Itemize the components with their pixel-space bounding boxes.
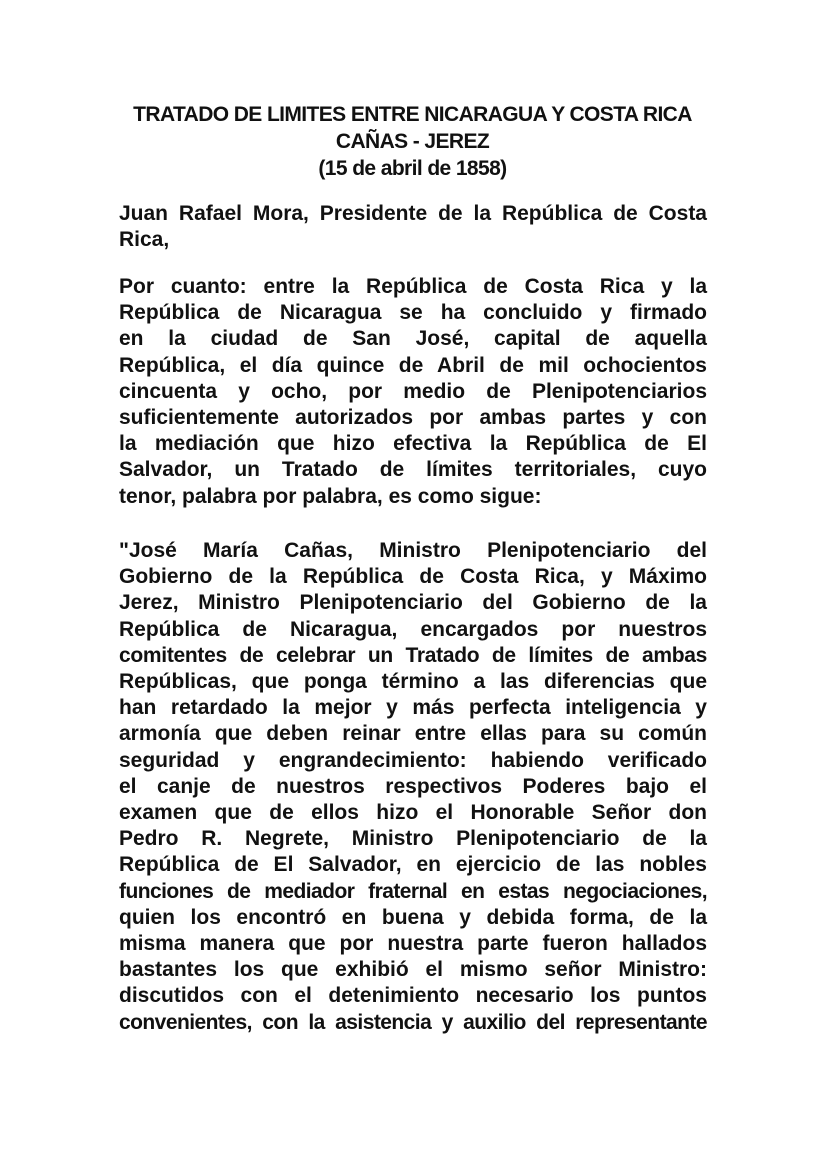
text-line: República de Nicaragua, encargados por nuestros	[119, 617, 707, 641]
text-line: cincuenta y ocho, por medio de Plenipotenciarios	[119, 379, 707, 403]
text-line: funciones de mediador fraternal en estas negociaciones,	[119, 879, 707, 903]
text-line: armonía que deben reinar entre ellas para su común	[119, 722, 707, 746]
text-line: la mediación que hizo efectiva la República de El	[119, 432, 707, 456]
text-line: quien los encontró en buena y debida forma, de la	[119, 905, 707, 929]
text-line: han retardado la mejor y más perfecta inteligencia y	[119, 696, 707, 720]
text-line: "José María Cañas, Ministro Plenipotenciario del	[119, 539, 707, 562]
paragraph-president	[119, 201, 707, 253]
title-line-2: CAÑAS - JEREZ	[335, 130, 490, 153]
text-line: discutidos con el detenimiento necesario los puntos	[119, 984, 707, 1008]
text-line: República de Nicaragua se ha concluido y firmado	[119, 301, 707, 325]
text-line: República, el día quince de Abril de mil ochocientos	[119, 353, 707, 377]
text-line: comitentes de celebrar un Tratado de límites de ambas	[119, 643, 707, 667]
text-line: Pedro R. Negrete, Ministro Plenipotenciario de la	[119, 827, 707, 851]
text-line: República de El Salvador, en ejercicio de las nobles	[119, 853, 707, 877]
text-line: Juan Rafael Mora, Presidente de la República de Costa	[119, 202, 707, 225]
text-line: Rica,	[119, 228, 170, 252]
text-line: tenor, palabra por palabra, es como sigue:	[119, 484, 542, 508]
text-line: suficientemente autorizados por ambas partes y con	[119, 406, 707, 430]
title-line-3: (15 de abril de 1858)	[318, 157, 507, 180]
text-line: convenientes, con la asistencia y auxilio del representante	[119, 1010, 707, 1034]
text-line: en la ciudad de San José, capital de aquella	[119, 327, 707, 351]
paragraph-treaty-text	[119, 538, 707, 1036]
text-line: Repúblicas, que ponga término a las diferencias que	[119, 670, 707, 694]
text-line: seguridad y engrandecimiento: habiendo verificado	[119, 748, 707, 772]
text-line: misma manera que por nuestra parte fueron hallados	[119, 932, 707, 956]
text-line: el canje de nuestros respectivos Poderes bajo el	[119, 774, 707, 798]
title-line-1: TRATADO DE LIMITES ENTRE NICARAGUA Y COSTA RICA	[133, 103, 692, 126]
text-line: bastantes los que exhibió el mismo señor Ministro:	[119, 958, 707, 982]
text-line: Salvador, un Tratado de límites territoriales, cuyo	[119, 458, 707, 482]
paragraph-por-cuanto	[119, 274, 707, 510]
text-line: Gobierno de la República de Costa Rica, y Máximo	[119, 565, 707, 589]
text-line: Jerez, Ministro Plenipotenciario del Gobierno de la	[119, 591, 707, 615]
text-line: Por cuanto: entre la República de Costa Rica y la	[119, 275, 707, 298]
text-line: examen que de ellos hizo el Honorable Señor don	[119, 801, 707, 825]
document-title	[100, 101, 725, 182]
